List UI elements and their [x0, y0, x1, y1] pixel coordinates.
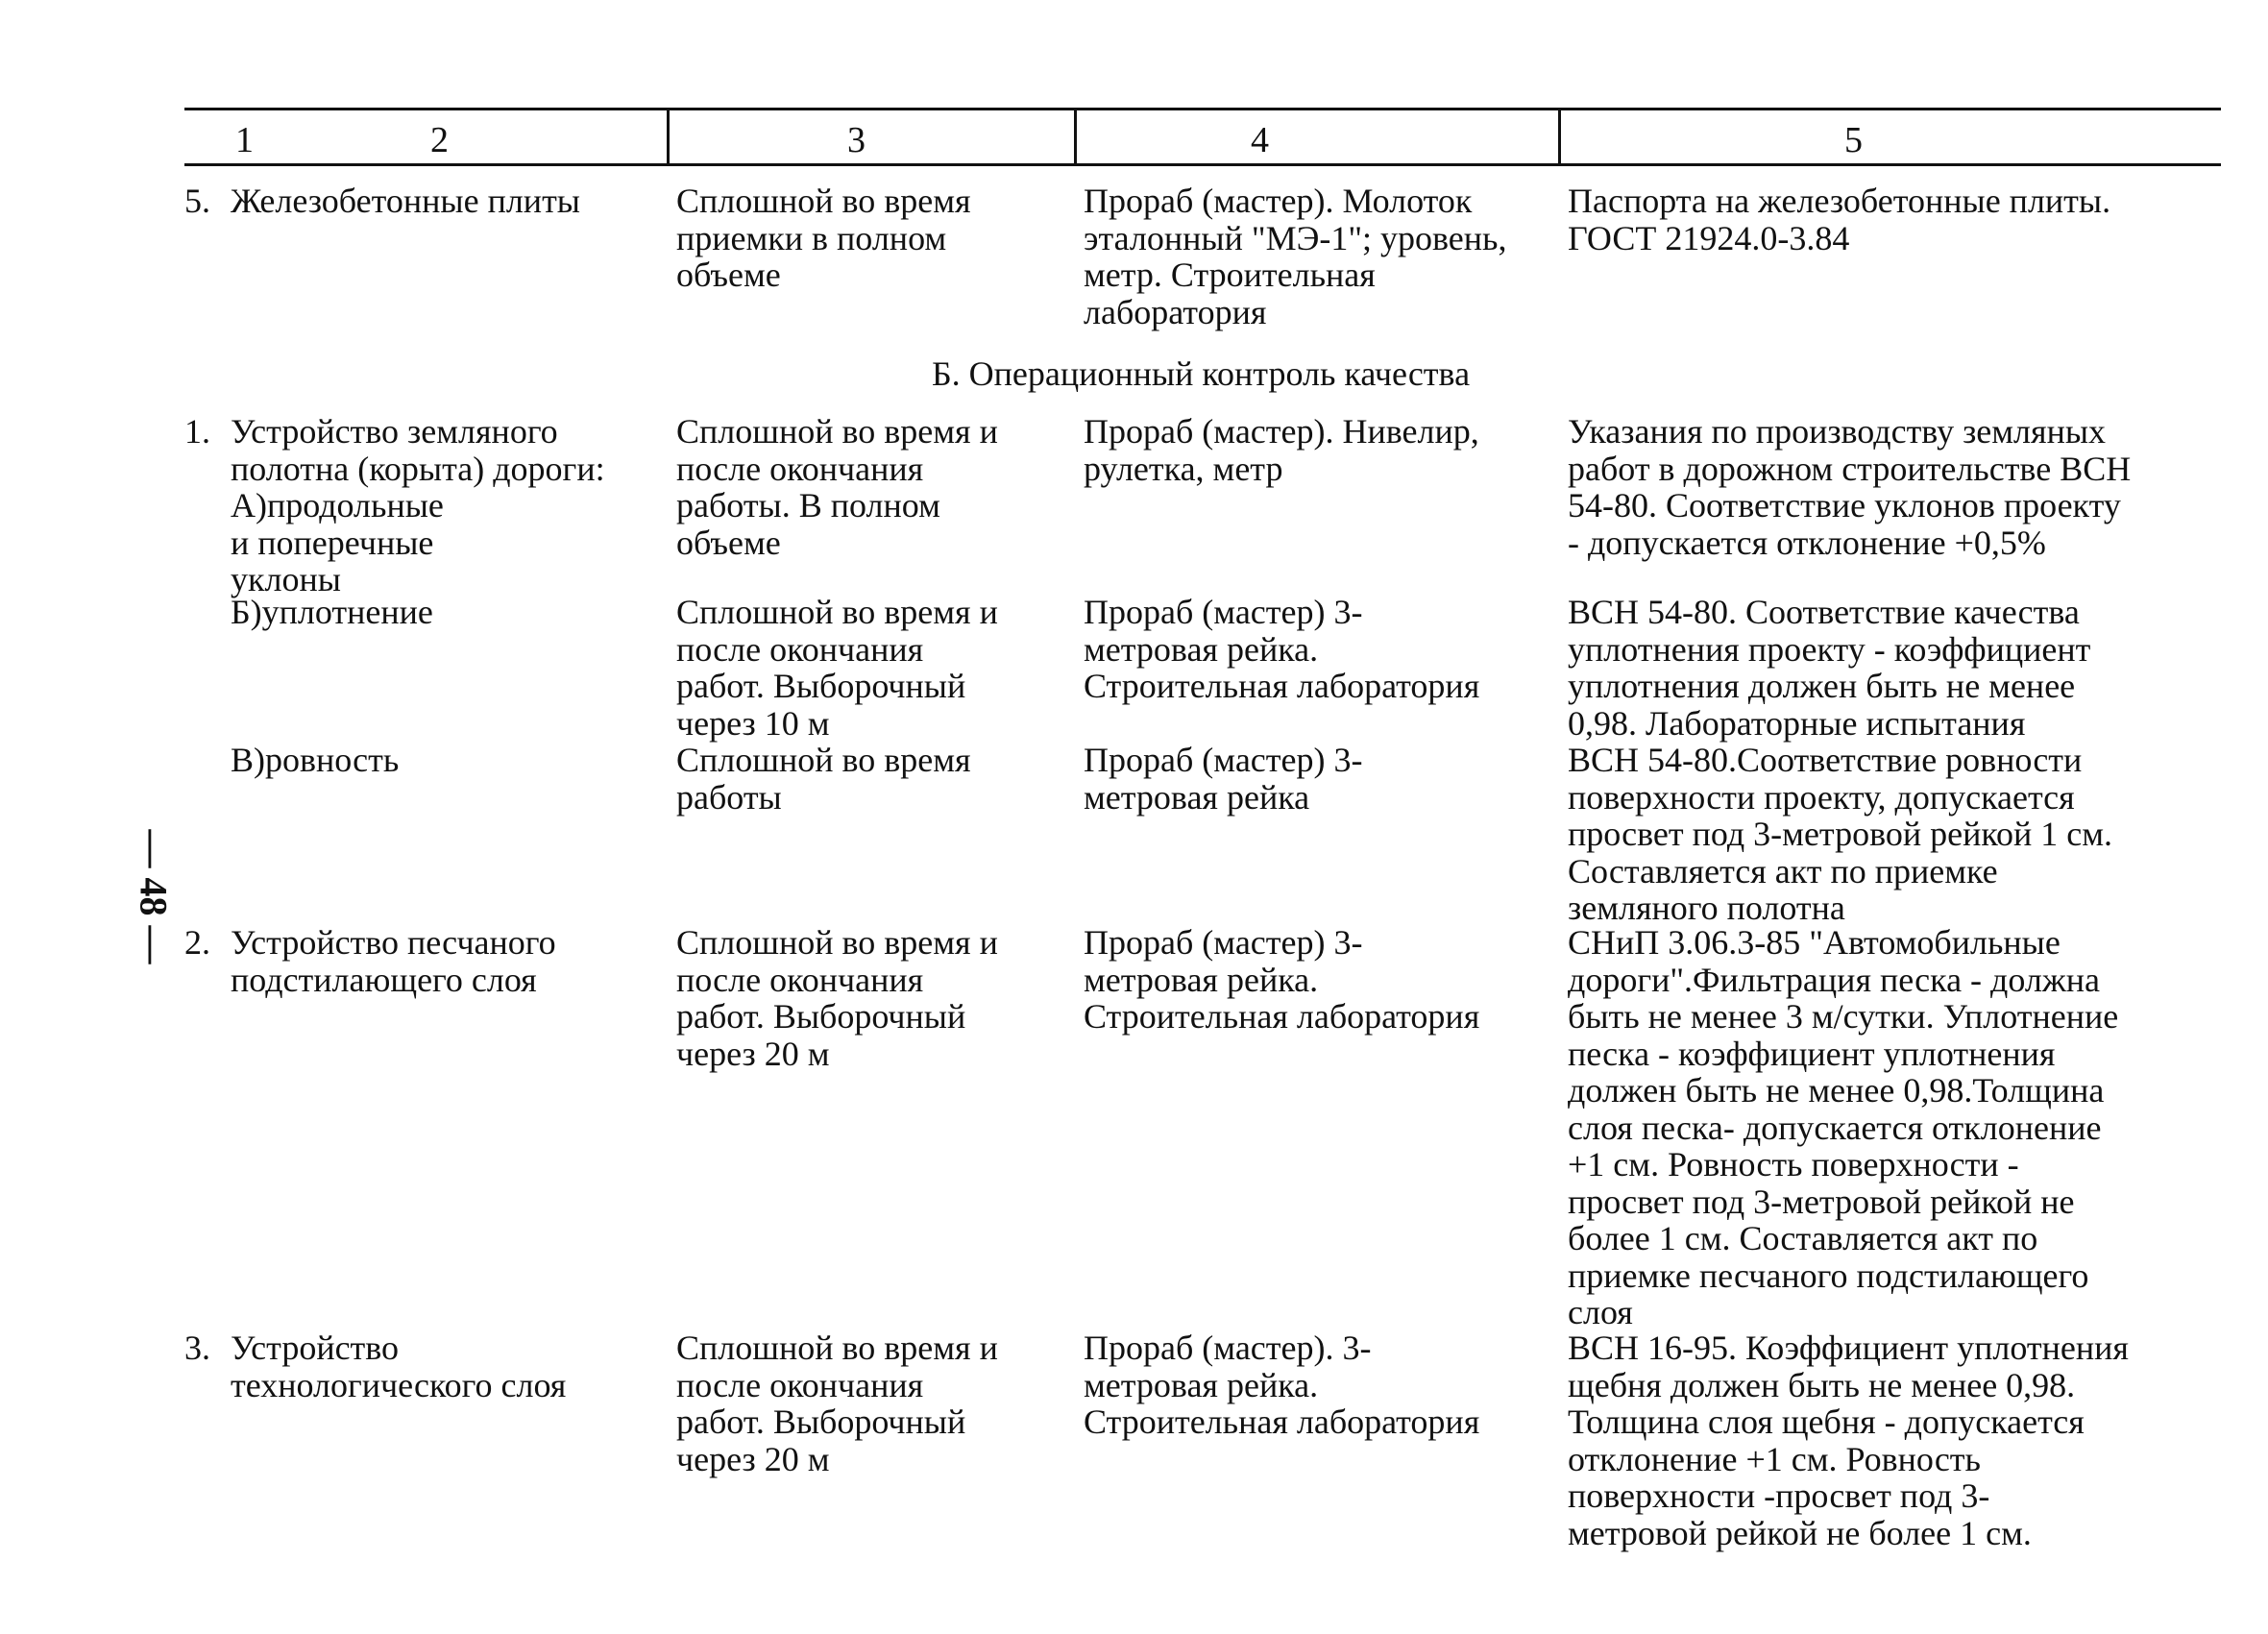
row-executor: Прораб (мастер) 3- метровая рейка: [1084, 741, 1363, 817]
column-divider: [667, 108, 670, 166]
row-number: 3.: [184, 1329, 210, 1367]
table-header-bottom-rule: [184, 163, 2221, 166]
row-executor: Прораб (мастер) 3- метровая рейка. Строительная лаборатория: [1084, 923, 1480, 1036]
row-number: 1.: [184, 412, 210, 451]
row-item: Устройство песчаного подстилающего слоя: [231, 923, 556, 999]
column-header-4: 4: [1251, 120, 1269, 160]
row-method: Сплошной во время работы: [676, 741, 971, 817]
row-method: Сплошной во время и после окончания работы. В полном объеме: [676, 412, 998, 562]
column-header-3: 3: [847, 120, 866, 160]
row-method: Сплошной во время приемки в полном объеме: [676, 182, 971, 294]
row-executor: Прораб (мастер) 3- метровая рейка. Строительная лаборатория: [1084, 593, 1480, 705]
row-norm: СНиП 3.06.3-85 "Автомобильные дороги".Фильтрация песка - должна быть не менее 3 м/сутки. Уплотнение песка - коэффициент уплотнения должен быть не менее 0,98.Толщина слоя песка- допускается отклонение +1 см. Ровность поверхности - просвет под 3-метровой рейкой не более 1 см. Составляется акт по приемке песчаного подстилающего слоя: [1568, 923, 2119, 1331]
row-method: Сплошной во время и после окончания работ. Выборочный через 20 м: [676, 1329, 998, 1478]
row-number: 5.: [184, 182, 210, 220]
row-method: Сплошной во время и после окончания работ. Выборочный через 20 м: [676, 923, 998, 1073]
column-header-1: 1: [235, 120, 254, 160]
column-header-2: 2: [430, 120, 449, 160]
row-item: Устройство технологического слоя: [231, 1329, 567, 1404]
row-norm: Указания по производству земляных работ в дорожном строительстве ВСН 54-80. Соответствие уклонов проекту - допускается отклонение +0,5%: [1568, 412, 2132, 562]
row-item: Устройство земляного полотна (корыта) дороги: А)продольные и поперечные уклоны: [231, 412, 605, 598]
table-top-rule: [184, 108, 2221, 110]
row-executor: Прораб (мастер). Нивелир, рулетка, метр: [1084, 412, 1479, 488]
column-divider: [1558, 108, 1561, 166]
column-divider: [1074, 108, 1077, 166]
page-number: — 48 —: [132, 829, 176, 964]
section-title: Б. Операционный контроль качества: [931, 354, 1471, 393]
row-item: Б)уплотнение: [231, 593, 433, 631]
row-norm: ВСН 54-80. Соответствие качества уплотнения проекту - коэффициент уплотнения должен быть не менее 0,98. Лабораторные испытания: [1568, 593, 2091, 743]
row-executor: Прораб (мастер). 3- метровая рейка. Строительная лаборатория: [1084, 1329, 1480, 1441]
row-norm: Паспорта на железобетонные плиты. ГОСТ 21924.0-3.84: [1568, 182, 2111, 257]
row-number: 2.: [184, 923, 210, 962]
row-item: В)ровность: [231, 741, 400, 779]
row-method: Сплошной во время и после окончания работ. Выборочный через 10 м: [676, 593, 998, 743]
row-norm: ВСН 16-95. Коэффициент уплотнения щебня должен быть не менее 0,98. Толщина слоя щебня - допускается отклонение +1 см. Ровность поверхности -просвет под 3- метровой рейкой не более 1 см.: [1568, 1329, 2129, 1552]
row-norm: ВСН 54-80.Соответствие ровности поверхности проекту, допускается просвет под 3-метровой рейкой 1 см. Составляется акт по приемке земляного полотна: [1568, 741, 2113, 927]
column-header-5: 5: [1844, 120, 1863, 160]
row-executor: Прораб (мастер). Молоток эталонный "МЭ-1"; уровень, метр. Строительная лаборатория: [1084, 182, 1507, 331]
row-item: Железобетонные плиты: [231, 182, 580, 220]
